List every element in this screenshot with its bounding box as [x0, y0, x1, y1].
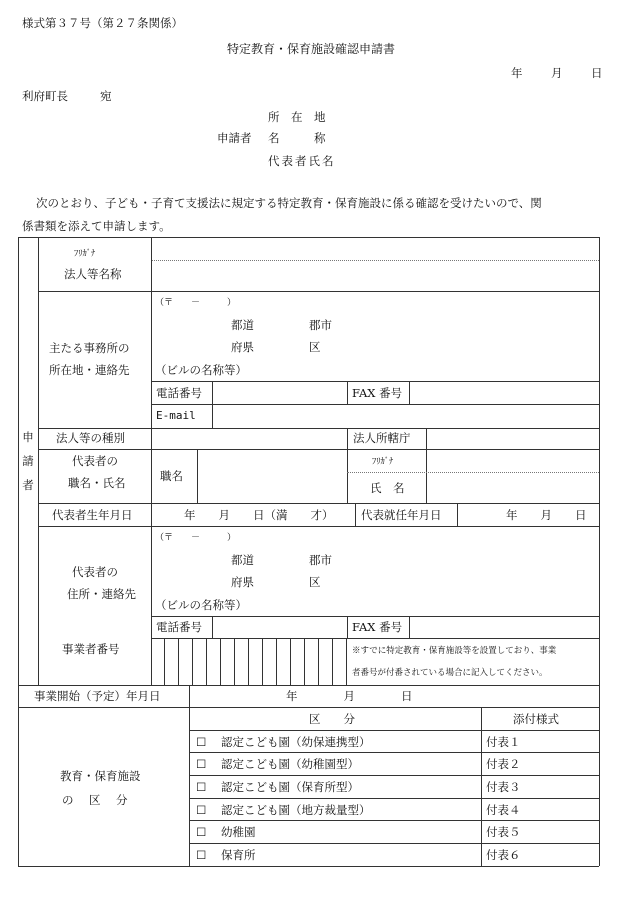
rep-fax-label: FAX 番号	[352, 620, 403, 634]
start-date-label: 事業開始（予定）年月日	[34, 689, 161, 703]
corp-type-label: 法人等の種別	[56, 431, 125, 445]
date-month: 月	[551, 66, 563, 80]
facility-label-2: の 区 分	[62, 793, 130, 807]
checkbox-icon[interactable]: ☐	[196, 825, 207, 839]
rep-furigana-label: ﾌﾘｶﾞﾅ	[372, 457, 394, 467]
addressee: 利府町長	[22, 89, 68, 103]
rep-birth-value: 年 月 日（満 才）	[184, 508, 334, 522]
rep-job-title-label: 職名	[160, 469, 183, 483]
facility-name: 認定こども園（保育所型）	[221, 780, 359, 794]
checkbox-icon[interactable]: ☐	[196, 803, 207, 817]
office-email-label: E-mail	[156, 409, 196, 422]
facility-name: 幼稚園	[221, 825, 256, 839]
rep-city-1: 郡市	[309, 553, 332, 567]
rep-name-label: 氏 名	[370, 481, 405, 495]
facility-name: 保育所	[221, 848, 256, 862]
applicant-side-label: 申請者	[22, 430, 34, 492]
applicant-name-label: 名 称	[268, 131, 326, 145]
facility-name: 認定こども園（幼稚園型）	[221, 757, 359, 771]
rep-building: （ビルの名称等）	[155, 598, 247, 612]
facility-label-1: 教育・保育施設	[60, 769, 141, 783]
rep-appoint-value: 年 月 日	[506, 508, 587, 522]
checkbox-icon[interactable]: ☐	[196, 757, 207, 771]
business-note-2: 者番号が付番されている場合に記入してください。	[352, 668, 548, 678]
rep-label-1: 代表者の	[72, 454, 118, 468]
date-day: 日	[591, 66, 603, 80]
facility-name: 認定こども園（地方裁量型）	[221, 803, 371, 817]
applicant-rep-label: 代表者氏名	[268, 154, 336, 168]
facility-attachment: 付表３	[486, 780, 521, 794]
intro-line-1: 次のとおり、子ども・子育て支援法に規定する特定教育・保育施設に係る確認を受けたいので、関	[36, 196, 542, 210]
facility-name: 認定こども園（幼保連携型）	[221, 735, 371, 749]
rep-pref-1: 都道	[231, 553, 254, 567]
rep-birth-label: 代表者生年月日	[52, 508, 133, 522]
rep-pref-2: 府県	[231, 575, 254, 589]
office-fax-label: FAX 番号	[352, 386, 403, 400]
corp-furigana-label: ﾌﾘｶﾞﾅ	[74, 249, 96, 259]
applicant-address-label: 所 在 地	[268, 110, 326, 124]
checkbox-icon[interactable]: ☐	[196, 848, 207, 862]
rep-appoint-label: 代表就任年月日	[361, 508, 442, 522]
rep-phone-label: 電話番号	[156, 620, 202, 634]
checkbox-icon[interactable]: ☐	[196, 780, 207, 794]
form-title: 特定教育・保育施設確認申請書	[227, 42, 396, 56]
office-label-2: 所在地・連絡先	[49, 363, 130, 377]
rep-label-2: 職名・氏名	[68, 476, 126, 490]
rep-addr-label-2: 住所・連絡先	[67, 587, 136, 601]
facility-attachment: 付表４	[486, 803, 521, 817]
start-date-value: 年 月 日	[286, 689, 413, 703]
form-number: 様式第３７号（第２７条関係）	[22, 16, 183, 30]
intro-line-2: 係書類を添えて申請します。	[22, 219, 171, 233]
date-year: 年	[511, 66, 523, 80]
business-number-label: 事業者番号	[62, 642, 120, 656]
office-phone-label: 電話番号	[156, 386, 202, 400]
rep-addr-label-1: 代表者の	[72, 565, 118, 579]
addressee-suffix: 宛	[100, 89, 112, 103]
facility-attachment: 付表１	[486, 735, 521, 749]
office-pref-2: 府県	[231, 340, 254, 354]
business-note-1: ※すでに特定教育・保育施設等を設置しており、事業	[352, 646, 557, 656]
facility-col-category: 区 分	[309, 712, 355, 726]
office-city-1: 郡市	[309, 318, 332, 332]
facility-attachment: 付表６	[486, 848, 521, 862]
office-label-1: 主たる事務所の	[49, 341, 130, 355]
office-pref-1: 都道	[231, 318, 254, 332]
office-postal: （〒 － ）	[155, 298, 237, 308]
rep-city-2: 区	[309, 575, 321, 589]
facility-attachment: 付表５	[486, 825, 521, 839]
rep-postal: （〒 － ）	[155, 533, 237, 543]
facility-attachment: 付表２	[486, 757, 521, 771]
checkbox-icon[interactable]: ☐	[196, 735, 207, 749]
office-city-2: 区	[309, 340, 321, 354]
applicant-label: 申請者	[217, 131, 252, 145]
office-building: （ビルの名称等）	[155, 363, 247, 377]
corp-name-label: 法人等名称	[64, 267, 122, 281]
facility-col-attachment: 添付様式	[513, 712, 559, 726]
corp-office-label: 法人所轄庁	[353, 431, 411, 445]
